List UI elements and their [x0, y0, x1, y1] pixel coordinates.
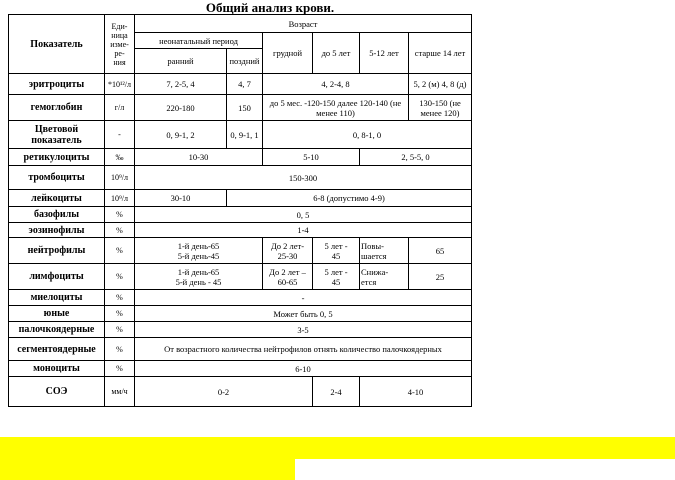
cell: 6-8 (допустимо 4-9): [227, 190, 472, 207]
table-row: [9, 290, 472, 306]
row-name: лейкоциты: [9, 190, 105, 207]
cell: 4, 7: [227, 74, 263, 95]
cell: Может быть 0, 5: [135, 306, 472, 322]
cell: 0, 9-1, 1: [227, 121, 263, 149]
cell: 0, 9-1, 2: [135, 121, 227, 149]
row-unit: 10⁹/л: [105, 166, 135, 190]
row-name: палочкоядерные: [9, 322, 105, 338]
header-late: поздний: [227, 49, 263, 74]
cell: 1-й день-65 5-й день-45: [135, 238, 263, 264]
cell: 150-300: [135, 166, 472, 190]
row-name: гемоглобин: [9, 95, 105, 121]
table-row: [9, 207, 472, 223]
row-unit: мм/ч: [105, 377, 135, 407]
row-unit: %: [105, 223, 135, 238]
cell: 5, 2 (м) 4, 8 (д): [409, 74, 472, 95]
row-unit: %: [105, 306, 135, 322]
cell: 130-150 (не менее 120): [409, 95, 472, 121]
cell: 30-10: [135, 190, 227, 207]
cell: 150: [227, 95, 263, 121]
table-row: [9, 190, 472, 207]
row-unit: *10¹²/л: [105, 74, 135, 95]
cell: 6-10: [135, 361, 472, 377]
header-neonatal: неонатальный период: [135, 33, 263, 49]
cell: 3-5: [135, 322, 472, 338]
table-row: [9, 238, 472, 264]
header-infant: грудной: [263, 33, 313, 74]
cell: 5 лет - 45: [313, 238, 360, 264]
row-name: сегментоядерные: [9, 338, 105, 361]
table-row: [9, 121, 472, 149]
row-name: лимфоциты: [9, 264, 105, 290]
cell: Повы- шается: [360, 238, 409, 264]
row-unit: %: [105, 322, 135, 338]
row-name: СОЭ: [9, 377, 105, 407]
highlight-band-top: [0, 437, 675, 459]
cell: Снижа- ется: [360, 264, 409, 290]
row-name: Цветовой показатель: [9, 121, 105, 149]
cell: До 2 лет – 60-65: [263, 264, 313, 290]
cell: 10-30: [135, 149, 263, 166]
cell: 4-10: [360, 377, 472, 407]
header-indicator: Показатель: [9, 15, 105, 74]
row-name: юные: [9, 306, 105, 322]
cell: 0, 8-1, 0: [263, 121, 472, 149]
cell: 4, 2-4, 8: [263, 74, 409, 95]
row-name: ретикулоциты: [9, 149, 105, 166]
table-row: [9, 377, 472, 407]
row-name: нейтрофилы: [9, 238, 105, 264]
row-name: базофилы: [9, 207, 105, 223]
cell: 1-й день-65 5-й день - 45: [135, 264, 263, 290]
table-row: [9, 149, 472, 166]
row-unit: %: [105, 338, 135, 361]
table-row: [9, 166, 472, 190]
cell: 0-2: [135, 377, 313, 407]
row-unit: 10⁹/л: [105, 190, 135, 207]
table-row: [9, 322, 472, 338]
row-name: моноциты: [9, 361, 105, 377]
header-early: ранний: [135, 49, 227, 74]
blood-test-table: [8, 14, 472, 407]
table-row: [9, 306, 472, 322]
table-row: [9, 95, 472, 121]
cell: до 5 мес. -120-150 далее 120-140 (не менее 110): [263, 95, 409, 121]
row-unit: ‰: [105, 149, 135, 166]
row-name: миелоциты: [9, 290, 105, 306]
row-unit: %: [105, 207, 135, 223]
cell: 2, 5-5, 0: [360, 149, 472, 166]
cell: 5 лет - 45: [313, 264, 360, 290]
row-unit: %: [105, 361, 135, 377]
cell: 25: [409, 264, 472, 290]
header-over14: старше 14 лет: [409, 33, 472, 74]
cell: 5-10: [263, 149, 360, 166]
header-5-12: 5-12 лет: [360, 33, 409, 74]
table-row: [9, 223, 472, 238]
row-name: эритроциты: [9, 74, 105, 95]
table-row: [9, 264, 472, 290]
row-unit: %: [105, 290, 135, 306]
cell: 7, 2-5, 4: [135, 74, 227, 95]
header-unit: Еди- ница изме- ре- ния: [105, 15, 135, 74]
header-age: Возраст: [135, 15, 472, 33]
cell: 220-180: [135, 95, 227, 121]
header-to5: до 5 лет: [313, 33, 360, 74]
highlight-band-bottom: [0, 459, 295, 480]
document-title: Общий анализ крови.: [205, 0, 335, 15]
cell: До 2 лет- 25-30: [263, 238, 313, 264]
row-unit: г/л: [105, 95, 135, 121]
row-name: тромбоциты: [9, 166, 105, 190]
cell: 65: [409, 238, 472, 264]
cell: -: [135, 290, 472, 306]
cell: От возрастного количества нейтрофилов отнять количество палочкоядерных: [135, 338, 472, 361]
table-row: [9, 74, 472, 95]
table-row: [9, 338, 472, 361]
row-name: эозинофилы: [9, 223, 105, 238]
table-row: [9, 361, 472, 377]
cell: 2-4: [313, 377, 360, 407]
cell: 0, 5: [135, 207, 472, 223]
row-unit: %: [105, 264, 135, 290]
row-unit: -: [105, 121, 135, 149]
row-unit: %: [105, 238, 135, 264]
cell: 1-4: [135, 223, 472, 238]
